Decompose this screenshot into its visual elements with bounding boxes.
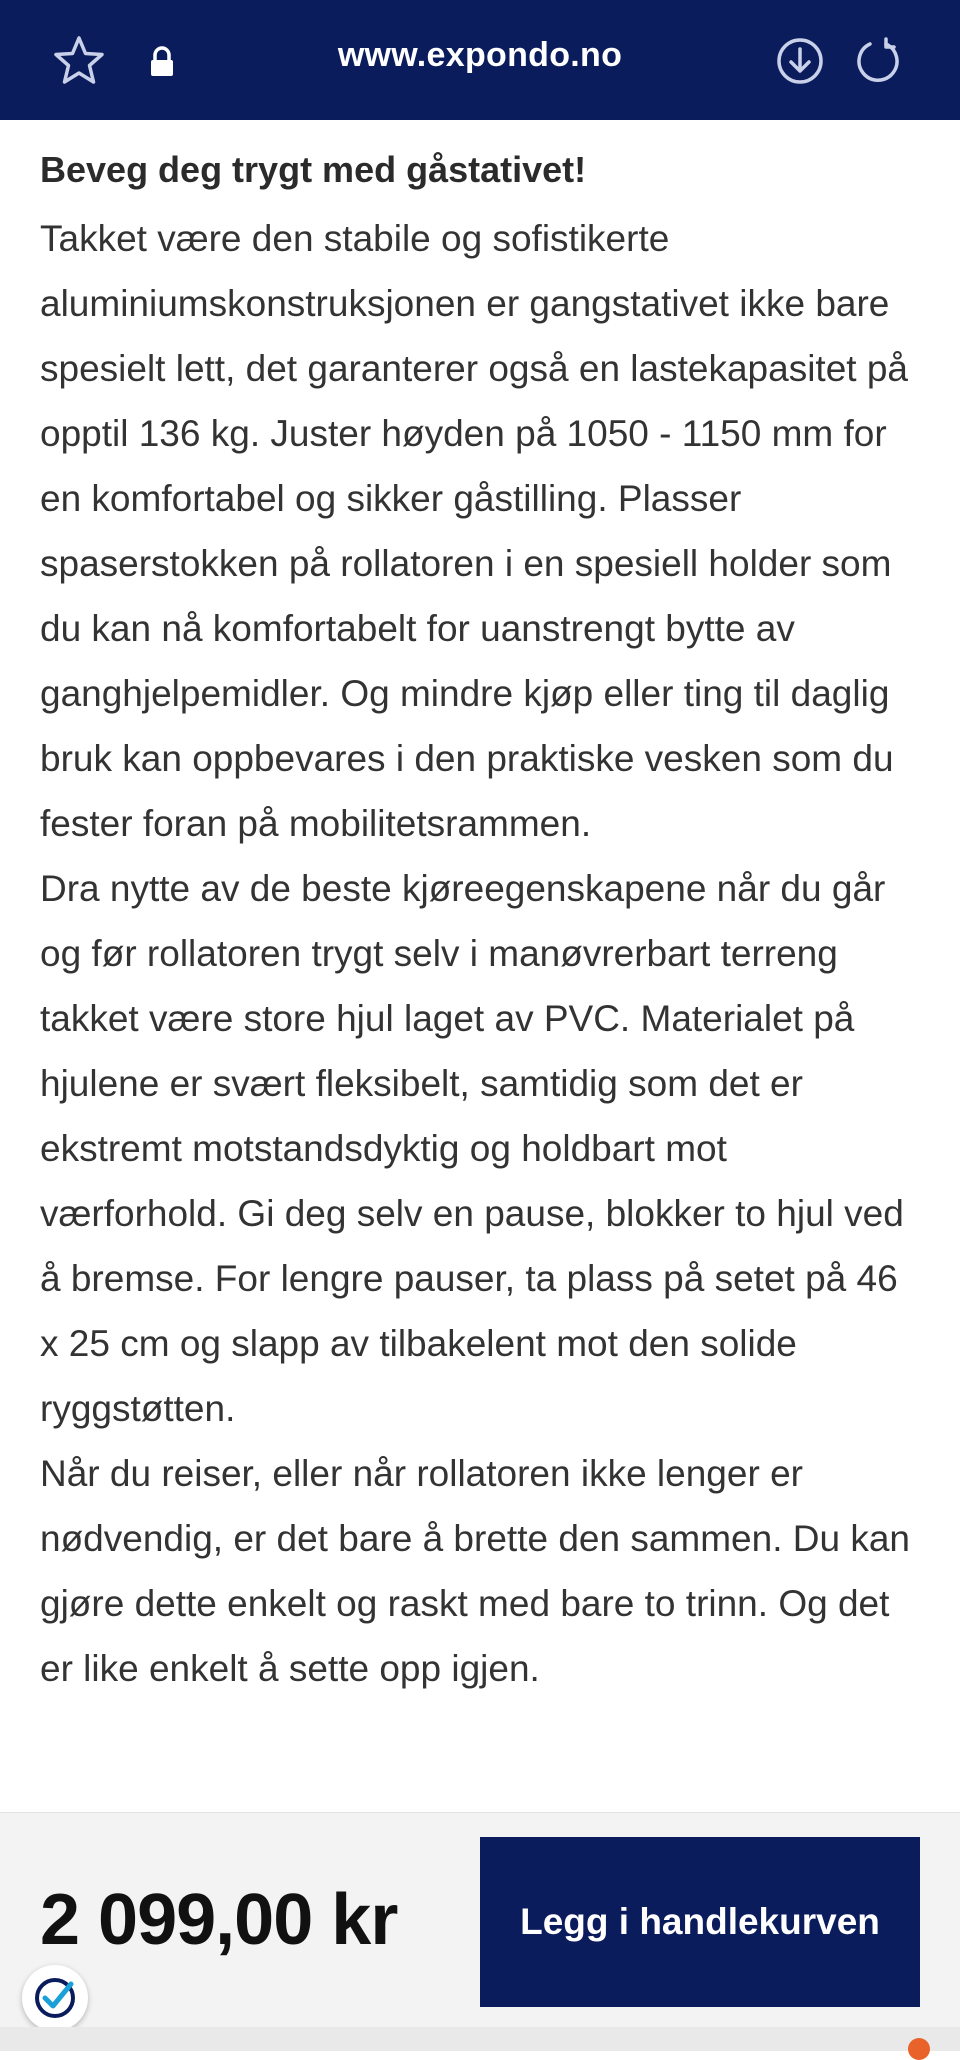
- description-paragraph: Dra nytte av de beste kjøreegenskapene når du går og før rollatoren trygt selv i manøvrerbart terreng takket være store hjul laget av PVC. Materialet på hjulene er svært fleksibelt, samtidig som det er ekstremt motstandsdyktig og holdbart mot værforhold. Gi deg selv en pause, blokker to hjul ved å bremse. For lengre pauser, ta plass på setet på 46 x 25 cm og slapp av tilbakelent mot den solide ryggstøtten.: [40, 868, 904, 1429]
- description-paragraph: Takket være den stabile og sofistikerte aluminiumskonstruksjonen er gangstativet ikke bare spesielt lett, det garanterer også en lastekapasitet på opptil 136 kg. Juster høyden på 1050 - 1150 mm for en komfortabel og sikker gåstilling. Plasser spaserstokken på rollatoren i en spesiell holder som du kan nå komfortabelt for uanstrengt bytte av ganghjelpemidler. Og mindre kjøp eller ting til daglig bruk kan oppbevares i den praktiske vesken som du fester foran på mobilitetsrammen.: [40, 218, 908, 844]
- address-bar-url[interactable]: www.expondo.no: [337, 36, 623, 74]
- browser-bottom-strip: [0, 2027, 960, 2051]
- notification-dot: [908, 2038, 930, 2060]
- browser-toolbar: [0, 0, 960, 120]
- download-icon[interactable]: [775, 36, 825, 86]
- product-price: 2 099,00 kr: [40, 1880, 398, 1960]
- add-to-cart-button[interactable]: Legg i handlekurven: [480, 1837, 920, 2007]
- description-text: [40, 206, 920, 1701]
- verified-check-icon: [33, 1976, 77, 2020]
- sticky-purchase-bar: [0, 1812, 960, 2028]
- description-paragraph: Når du reiser, eller når rollatoren ikke lenger er nødvendig, er det bare å brette den sammen. Du kan gjøre dette enkelt og raskt med bare to trinn. Og det er like enkelt å sette opp igjen.: [40, 1453, 911, 1689]
- section-heading: Beveg deg trygt med gåstativet!: [40, 149, 587, 190]
- product-description: [40, 140, 920, 1701]
- refresh-icon[interactable]: [853, 36, 903, 86]
- trust-badge[interactable]: [22, 1965, 88, 2031]
